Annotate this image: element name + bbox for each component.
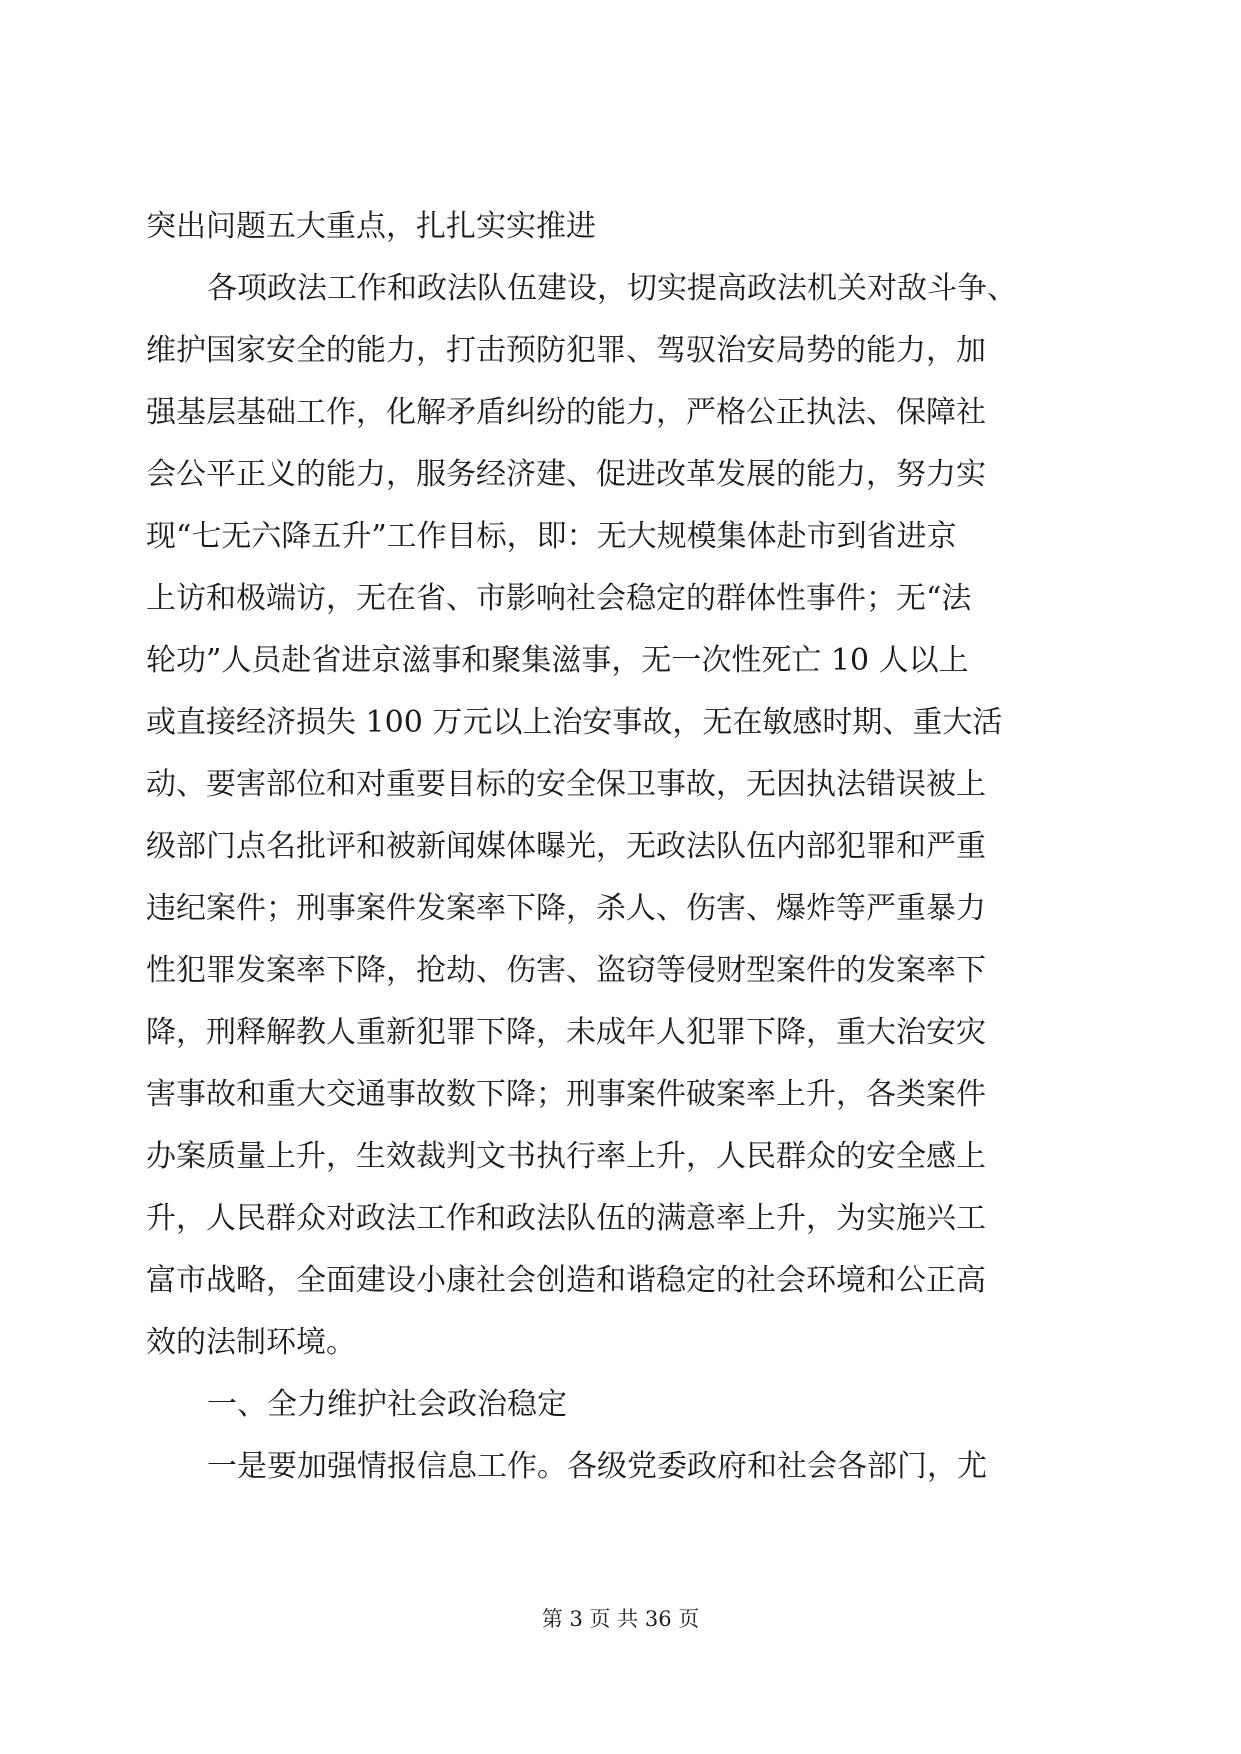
text-line: 害事故和重大交通事故数下降；刑事案件破案率上升，各类案件 bbox=[146, 1077, 986, 1112]
text-line: 办案质量上升，生效裁判文书执行率上升，人民群众的安全感上 bbox=[146, 1139, 986, 1174]
page-number-footer: 第 3 页 共 36 页 bbox=[541, 1607, 700, 1631]
text-line: 现“七无六降五升”工作目标，即：无大规模集体赴市到省进京 bbox=[146, 519, 957, 554]
text-line: 性犯罪发案率下降，抢劫、伤害、盗窃等侵财型案件的发案率下 bbox=[146, 953, 986, 988]
text-line: 或直接经济损失 100 万元以上治安事故，无在敏感时期、重大活 bbox=[146, 705, 1003, 740]
text-line: 降，刑释解教人重新犯罪下降，未成年人犯罪下降，重大治安灾 bbox=[146, 1015, 986, 1050]
text-line: 会公平正义的能力，服务经济建、促进改革发展的能力，努力实 bbox=[146, 457, 986, 492]
text-line: 一是要加强情报信息工作。各级党委政府和社会各部门，尤 bbox=[207, 1449, 987, 1484]
text-line: 动、要害部位和对重要目标的安全保卫事故，无因执法错误被上 bbox=[146, 767, 986, 802]
text-line: 维护国家安全的能力，打击预防犯罪、驾驭治安局势的能力，加 bbox=[146, 333, 986, 368]
text-line: 强基层基础工作，化解矛盾纠纷的能力，严格公正执法、保障社 bbox=[146, 395, 986, 430]
text-line: 突出问题五大重点，扎扎实实推进 bbox=[146, 209, 596, 244]
text-line: 违纪案件；刑事案件发案率下降，杀人、伤害、爆炸等严重暴力 bbox=[146, 891, 986, 926]
text-line: 富市战略，全面建设小康社会创造和谐稳定的社会环境和公正高 bbox=[146, 1263, 986, 1298]
text-line: 各项政法工作和政法队伍建设，切实提高政法机关对敌斗争、 bbox=[207, 271, 1017, 306]
text-line: 轮功”人员赴省进京滋事和聚集滋事，无一次性死亡 10 人以上 bbox=[146, 643, 969, 678]
section-heading: 一、全力维护社会政治稳定 bbox=[207, 1387, 567, 1422]
text-line: 上访和极端访，无在省、市影响社会稳定的群体性事件；无“法 bbox=[146, 581, 972, 616]
text-line: 升，人民群众对政法工作和政法队伍的满意率上升，为实施兴工 bbox=[146, 1201, 986, 1236]
text-line: 级部门点名批评和被新闻媒体曝光，无政法队伍内部犯罪和严重 bbox=[146, 829, 986, 864]
text-line: 效的法制环境。 bbox=[146, 1325, 356, 1360]
